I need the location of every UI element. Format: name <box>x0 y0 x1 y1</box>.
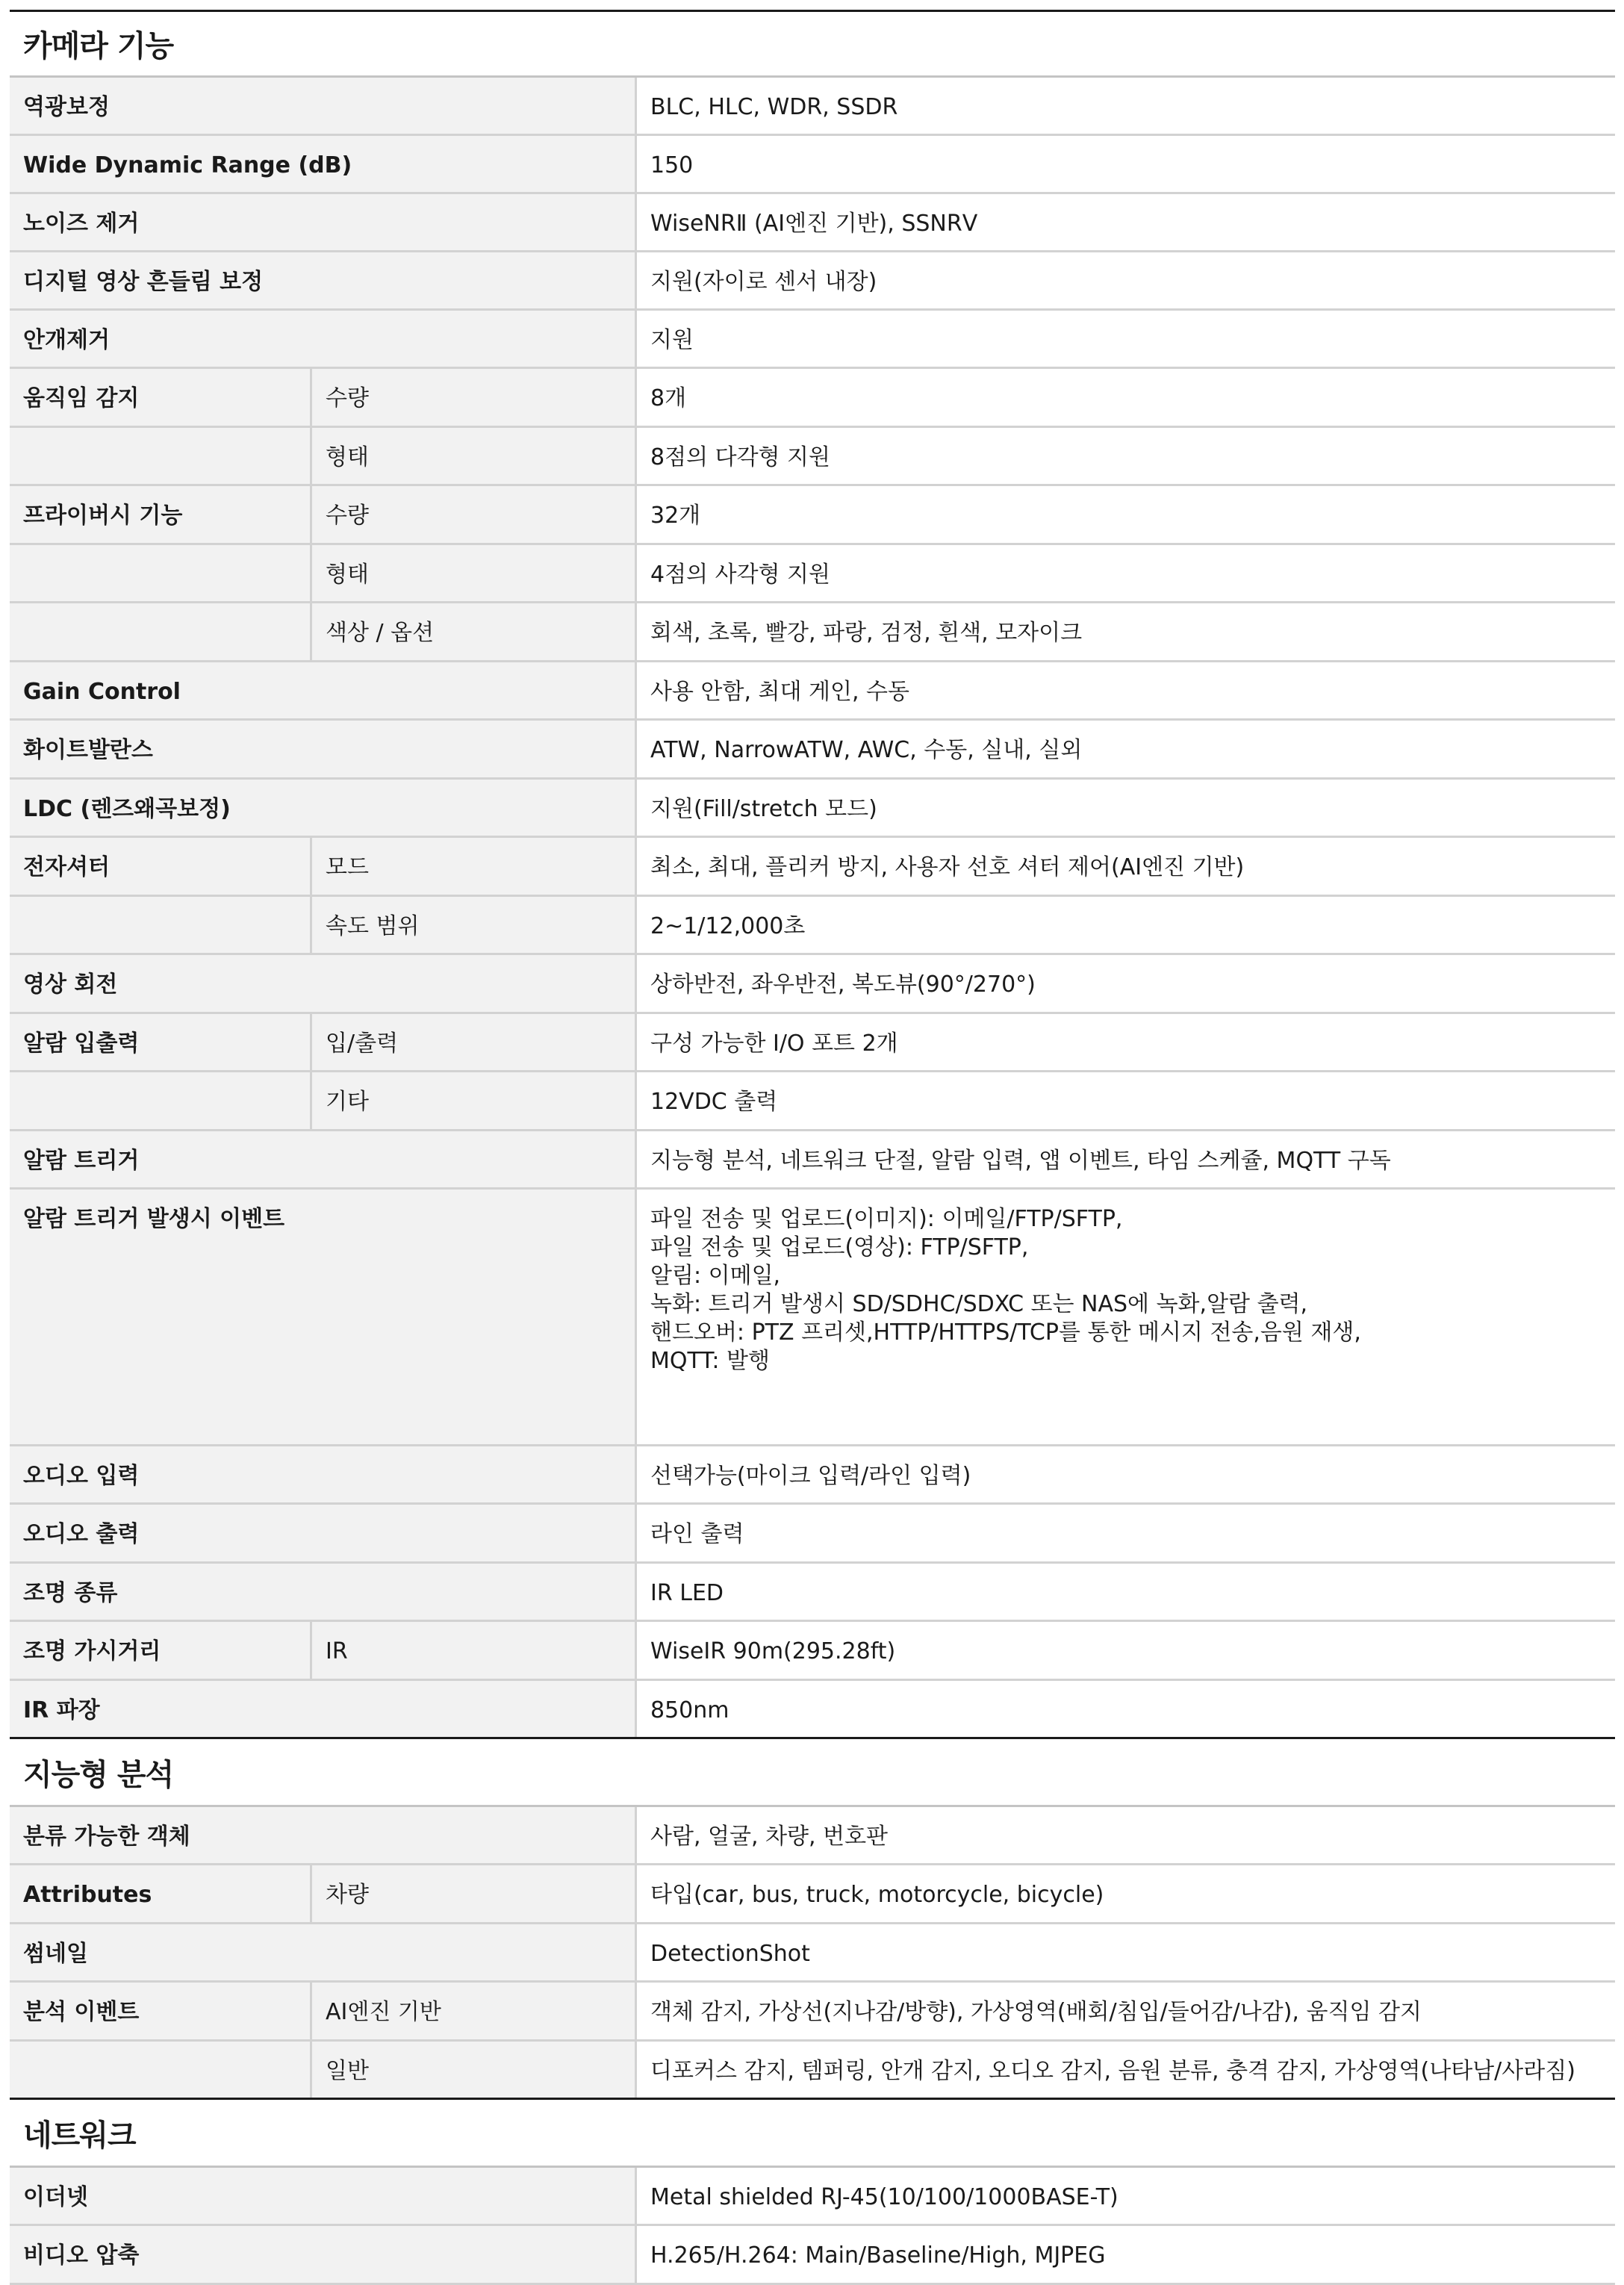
spec-value: IR LED <box>637 1564 1615 1620</box>
spec-label-continued <box>10 545 312 601</box>
table-row <box>10 1014 1615 1072</box>
spec-value: 라인 출력 <box>637 1505 1615 1561</box>
spec-label: LDC (렌즈왜곡보정) <box>10 780 637 836</box>
spec-label: 알람 트리거 발생시 이벤트 <box>10 1190 637 1444</box>
table-row <box>10 780 1615 838</box>
spec-value: 타입(car, bus, truck, motorcycle, bicycle) <box>637 1865 1615 1922</box>
spec-sublabel: IR <box>312 1622 637 1679</box>
spec-value: 2~1/12,000초 <box>637 897 1615 953</box>
table-row <box>10 1681 1615 1739</box>
spec-label-continued <box>10 1072 312 1129</box>
spec-value: 최소, 최대, 플리커 방지, 사용자 선호 셔터 제어(AI엔진 기반) <box>637 838 1615 895</box>
spec-value: WiseIR 90m(295.28ft) <box>637 1622 1615 1679</box>
section-title: 네트워크 <box>10 2100 1615 2168</box>
spec-value: 사용 안함, 최대 게인, 수동 <box>637 662 1615 718</box>
spec-sublabel: 형태 <box>312 545 637 601</box>
spec-sublabel: 색상 / 옵션 <box>312 603 637 660</box>
spec-value: 8점의 다각형 지원 <box>637 428 1615 484</box>
spec-value: WiseNRⅡ (AI엔진 기반), SSNRⅤ <box>637 194 1615 250</box>
spec-label-continued <box>10 2042 312 2098</box>
spec-label: 영상 회전 <box>10 955 637 1012</box>
spec-value: 선택가능(마이크 입력/라인 입력) <box>637 1446 1615 1502</box>
table-row <box>10 311 1615 369</box>
spec-value: 8개 <box>637 369 1615 426</box>
spec-label: 화이트발란스 <box>10 721 637 777</box>
spec-label-continued <box>10 603 312 660</box>
spec-sublabel: 수량 <box>312 369 637 426</box>
spec-value: 사람, 얼굴, 차량, 번호판 <box>637 1807 1615 1863</box>
table-row <box>10 1924 1615 1983</box>
spec-value: 지원 <box>637 311 1615 367</box>
spec-sublabel: 일반 <box>312 2042 637 2098</box>
table-row <box>10 1505 1615 1564</box>
table-row <box>10 1807 1615 1865</box>
spec-label: 움직임 감지 <box>10 369 312 426</box>
spec-value: 디포커스 감지, 템퍼링, 안개 감지, 오디오 감지, 음원 분류, 충격 감지, 가상영역(나타남/사라짐) <box>637 2042 1615 2098</box>
section-title: 카메라 기능 <box>10 10 1615 78</box>
spec-sublabel: 기타 <box>312 1072 637 1129</box>
spec-sublabel: 속도 범위 <box>312 897 637 953</box>
spec-value: DetectionShot <box>637 1924 1615 1980</box>
spec-value: 객체 감지, 가상선(지나감/방향), 가상영역(배회/침입/들어감/나감), 움직임 감지 <box>637 1983 1615 2039</box>
spec-value: 32개 <box>637 486 1615 543</box>
spec-label: 프라이버시 기능 <box>10 486 312 543</box>
table-row <box>10 194 1615 252</box>
spec-value: BLC, HLC, WDR, SSDR <box>637 78 1615 134</box>
table-row <box>10 136 1615 194</box>
spec-value: ATW, NarrowATW, AWC, 수동, 실내, 실외 <box>637 721 1615 777</box>
spec-label: Wide Dynamic Range (dB) <box>10 136 637 192</box>
spec-label: 디지털 영상 흔들림 보정 <box>10 252 637 308</box>
spec-sublabel: 모드 <box>312 838 637 895</box>
spec-label: 조명 종류 <box>10 1564 637 1620</box>
table-row <box>10 545 1615 603</box>
spec-value: 지원(Fill/stretch 모드) <box>637 780 1615 836</box>
spec-label: 분석 이벤트 <box>10 1983 312 2039</box>
spec-label: 오디오 입력 <box>10 1446 637 1502</box>
section-network <box>10 2100 1615 2285</box>
spec-value: 구성 가능한 I/O 포트 2개 <box>637 1014 1615 1070</box>
spec-document <box>10 10 1615 2285</box>
spec-label: IR 파장 <box>10 1681 637 1737</box>
table-row <box>10 1564 1615 1622</box>
spec-value: 150 <box>637 136 1615 192</box>
spec-sublabel: 수량 <box>312 486 637 543</box>
spec-label: 오디오 출력 <box>10 1505 637 1561</box>
spec-value: 850nm <box>637 1681 1615 1737</box>
spec-label-continued <box>10 897 312 953</box>
spec-label: 안개제거 <box>10 311 637 367</box>
table-row <box>10 662 1615 721</box>
table-row <box>10 838 1615 897</box>
table-row <box>10 78 1615 136</box>
table-row <box>10 1446 1615 1505</box>
spec-value: H.265/H.264: Main/Baseline/High, MJPEG <box>637 2226 1615 2283</box>
section-title: 지능형 분석 <box>10 1739 1615 1807</box>
spec-value: Metal shielded RJ-45(10/100/1000BASE-T) <box>637 2168 1615 2224</box>
table-row <box>10 1190 1615 1446</box>
spec-value: 지능형 분석, 네트워크 단절, 알람 입력, 앱 이벤트, 타임 스케쥴, MQTT 구독 <box>637 1131 1615 1187</box>
spec-value: 4점의 사각형 지원 <box>637 545 1615 601</box>
spec-label: 조명 가시거리 <box>10 1622 312 1679</box>
table-row <box>10 2226 1615 2285</box>
table-row <box>10 955 1615 1014</box>
spec-label: 역광보정 <box>10 78 637 134</box>
table-row <box>10 428 1615 486</box>
spec-label: 전자셔터 <box>10 838 312 895</box>
section-camera <box>10 10 1615 1739</box>
spec-value: 회색, 초록, 빨강, 파랑, 검정, 흰색, 모자이크 <box>637 603 1615 660</box>
table-row <box>10 1983 1615 2042</box>
spec-sublabel: 입/출력 <box>312 1014 637 1070</box>
spec-sublabel: 차량 <box>312 1865 637 1922</box>
table-row <box>10 2042 1615 2100</box>
spec-label: 노이즈 제거 <box>10 194 637 250</box>
table-row <box>10 897 1615 955</box>
spec-label: 알람 입출력 <box>10 1014 312 1070</box>
table-row <box>10 603 1615 662</box>
spec-label: 분류 가능한 객체 <box>10 1807 637 1863</box>
table-row <box>10 721 1615 780</box>
spec-label: 알람 트리거 <box>10 1131 637 1187</box>
spec-value: 지원(자이로 센서 내장) <box>637 252 1615 308</box>
spec-value: 파일 전송 및 업로드(이미지): 이메일/FTP/SFTP, 파일 전송 및 업로드(영상): FTP/SFTP, 알림: 이메일, 녹화: 트리거 발생시 SD/SDHC/SDXC 또는 NAS에 녹화,알람 출력, 핸드오버: PTZ 프리셋,HTTP/HTTPS/TCP를 통한 메시지 전송,음원 재생, MQTT: 발행 <box>637 1190 1615 1444</box>
table-row <box>10 1131 1615 1190</box>
table-row <box>10 1622 1615 1681</box>
table-row <box>10 1072 1615 1131</box>
table-row <box>10 486 1615 545</box>
spec-sublabel: AI엔진 기반 <box>312 1983 637 2039</box>
spec-value: 상하반전, 좌우반전, 복도뷰(90°/270°) <box>637 955 1615 1012</box>
table-row <box>10 2168 1615 2226</box>
table-row <box>10 369 1615 428</box>
table-row <box>10 1865 1615 1924</box>
table-row <box>10 252 1615 311</box>
spec-label-continued <box>10 428 312 484</box>
spec-label: Gain Control <box>10 662 637 718</box>
section-intelligent-analysis <box>10 1739 1615 2100</box>
spec-value: 12VDC 출력 <box>637 1072 1615 1129</box>
spec-label: 이더넷 <box>10 2168 637 2224</box>
spec-label: 썸네일 <box>10 1924 637 1980</box>
spec-label: 비디오 압축 <box>10 2226 637 2283</box>
spec-sublabel: 형태 <box>312 428 637 484</box>
spec-label: Attributes <box>10 1865 312 1922</box>
